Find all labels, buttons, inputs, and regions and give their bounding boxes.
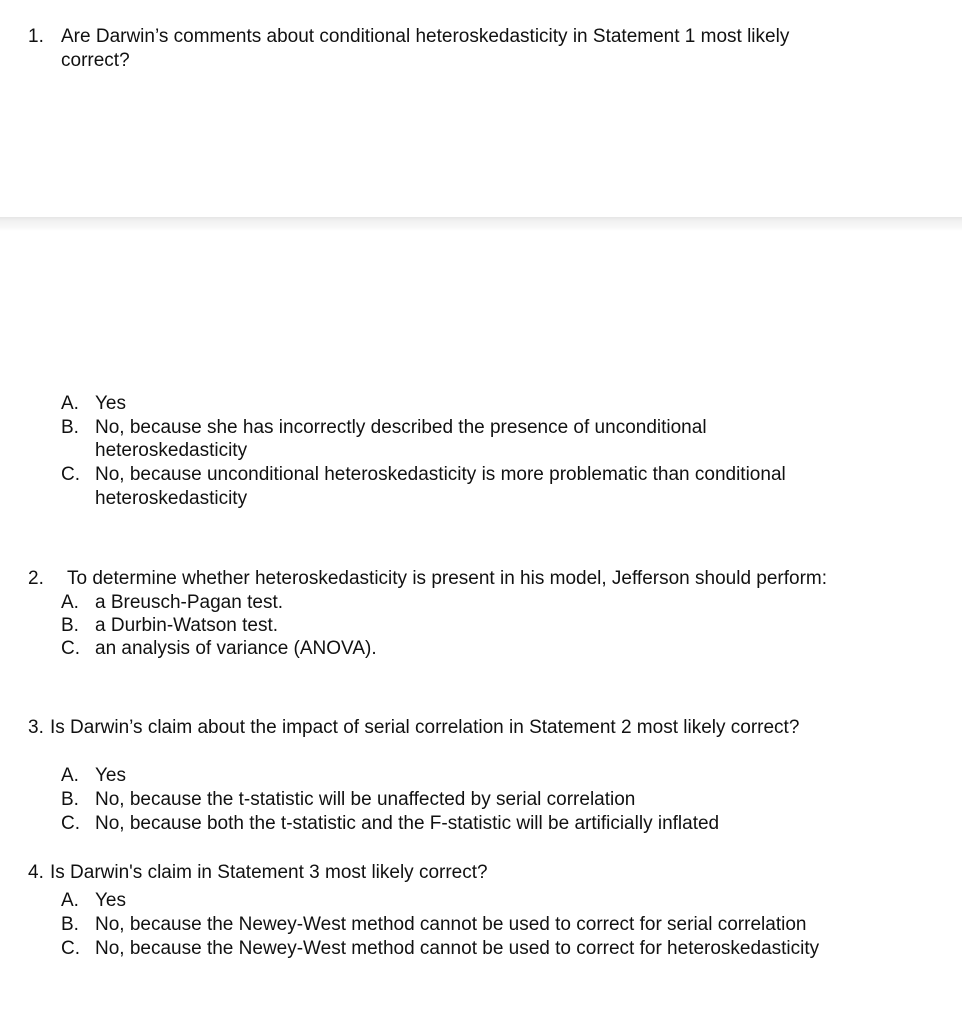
option-letter: B. [61, 914, 79, 935]
question-3-number: 3. [28, 717, 44, 738]
option-text: Yes [95, 765, 126, 786]
question-2-number: 2. [28, 568, 44, 589]
option-letter: B. [61, 789, 79, 810]
option-text: a Breusch-Pagan test. [95, 592, 283, 613]
option-letter: A. [61, 765, 79, 786]
option-text: a Durbin-Watson test. [95, 615, 279, 636]
option-letter: B. [61, 615, 79, 636]
option-text: No, because the Newey-West method cannot be used to correct for serial correlation [95, 914, 807, 935]
option-text: No, because the Newey-West method cannot be used to correct for heteroskedasticity [95, 938, 820, 959]
option-text: No, because unconditional heteroskedasticity is more problematic than conditional [95, 464, 786, 485]
option-letter: C. [61, 938, 80, 959]
question-1-text-line2: correct? [61, 50, 130, 71]
option-text-continued: heteroskedasticity [95, 440, 248, 461]
option-letter: B. [61, 417, 79, 438]
question-4-text: Is Darwin's claim in Statement 3 most likely correct? [50, 862, 488, 883]
question-4-number: 4. [28, 862, 44, 883]
option-text: Yes [95, 890, 126, 911]
option-text: No, because both the t-statistic and the F-statistic will be artificially inflated [95, 813, 720, 834]
question-1-number: 1. [28, 26, 44, 47]
option-text-continued: heteroskedasticity [95, 488, 248, 509]
question-1-text-line1: Are Darwin’s comments about conditional heteroskedasticity in Statement 1 most likely [61, 26, 790, 47]
option-letter: C. [61, 813, 80, 834]
option-letter: A. [61, 393, 79, 414]
option-letter: C. [61, 638, 80, 659]
page-divider [0, 217, 962, 231]
question-2-text: To determine whether heteroskedasticity is present in his model, Jefferson should perform: [67, 568, 828, 589]
question-3-text: Is Darwin’s claim about the impact of serial correlation in Statement 2 most likely correct? [50, 717, 800, 738]
option-text: No, because the t-statistic will be unaffected by serial correlation [95, 789, 636, 810]
option-text: No, because she has incorrectly described the presence of unconditional [95, 417, 707, 438]
option-text: an analysis of variance (ANOVA). [95, 638, 377, 659]
option-letter: A. [61, 592, 79, 613]
option-text: Yes [95, 393, 126, 414]
option-letter: A. [61, 890, 79, 911]
option-letter: C. [61, 464, 80, 485]
